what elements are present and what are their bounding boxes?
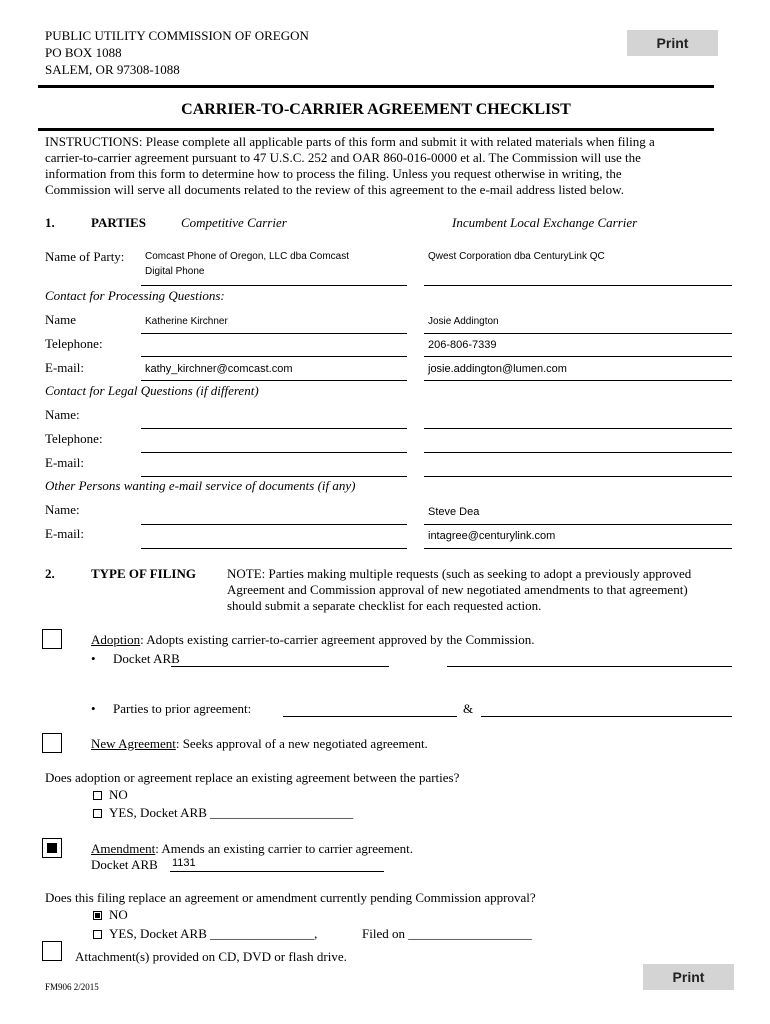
replace-yes-option[interactable]: [93, 805, 353, 820]
processing-email-label: E-mail:: [45, 360, 84, 375]
docket-arb-bullet: •: [91, 651, 96, 666]
legal-phone-1-underline: [141, 452, 407, 453]
processing-telephone-label: Telephone:: [45, 336, 103, 351]
org-city: SALEM, OR 97308-1088: [45, 62, 180, 77]
org-address: PO BOX 1088: [45, 45, 122, 60]
replace-question: Does adoption or agreement replace an existing agreement between the parties?: [45, 770, 460, 785]
adoption-description: : Adopts existing carrier-to-carrier agreement approved by the Commission.: [140, 632, 535, 647]
processing-name-1-field[interactable]: Katherine Kirchner: [145, 316, 228, 327]
prior-party-2-field[interactable]: [481, 699, 732, 715]
legal-name-1-field[interactable]: [141, 408, 407, 426]
legal-telephone-label: Telephone:: [45, 431, 103, 446]
instructions-line-4: Commission will serve all documents related to the review of this agreement to the e-mail address listed below.: [45, 182, 624, 197]
section-2-heading: TYPE OF FILING: [91, 566, 196, 581]
replace-yes-label: YES, Docket ARB ______________________: [109, 805, 354, 820]
amendment-docket-label: Docket ARB: [91, 857, 158, 872]
legal-name-2-underline: [424, 428, 732, 429]
contact-processing-label: Contact for Processing Questions:: [45, 288, 225, 303]
section-1-heading: PARTIES: [91, 215, 146, 230]
processing-name-label: Name: [45, 312, 77, 327]
prior-party-2-underline: [481, 716, 732, 717]
filing-note-line-2: Agreement and Commission approval of new negotiated amendments to that agreement): [227, 582, 688, 597]
print-button-bottom[interactable]: Print: [643, 964, 734, 990]
filing-note-line-1: NOTE: Parties making multiple requests (such as seeking to adopt a previously approved: [227, 566, 692, 581]
adoption-option: [91, 632, 534, 647]
party-1-name-field[interactable]: [141, 248, 407, 284]
legal-email-label: E-mail:: [45, 455, 84, 470]
instructions-line-3: information from this form to determine how to process the filing. Unless you request otherwise in writing, the: [45, 166, 622, 181]
adoption-docket-2-underline: [447, 666, 732, 667]
pending-no-option[interactable]: [93, 907, 128, 922]
amendment-checkbox[interactable]: [42, 838, 62, 858]
section-2-number: 2.: [45, 566, 55, 581]
adoption-docket-1-field[interactable]: [171, 649, 389, 665]
processing-phone-1-underline: [141, 356, 407, 357]
filing-note-line-3: should submit a separate checklist for each requested action.: [227, 598, 542, 613]
party-1-name-line-1: Comcast Phone of Oregon, LLC dba Comcast: [145, 251, 349, 262]
incumbent-carrier-heading: Incumbent Local Exchange Carrier: [452, 215, 638, 230]
adoption-title: Adoption: [91, 632, 141, 647]
amendment-option: [91, 841, 413, 856]
other-email-2-underline: [424, 548, 732, 549]
legal-name-label: Name:: [45, 407, 80, 422]
party-2-underline: [424, 285, 732, 286]
party-1-underline: [141, 285, 407, 286]
replace-yes-checkbox[interactable]: [93, 809, 102, 818]
new-agreement-description: : Seeks approval of a new negotiated agreement.: [175, 736, 428, 751]
new-agreement-option: [91, 736, 428, 751]
processing-phone-2-underline: [424, 356, 732, 357]
ampersand: &: [463, 701, 474, 716]
other-name-1-underline: [141, 524, 407, 525]
processing-email-1-underline: [141, 380, 407, 381]
contact-legal-label: Contact for Legal Questions (if different): [45, 383, 259, 398]
legal-phone-2-field[interactable]: [424, 432, 732, 450]
legal-phone-2-underline: [424, 452, 732, 453]
amendment-description: : Amends an existing carrier to carrier agreement.: [155, 841, 413, 856]
processing-phone-2-field[interactable]: 206-806-7339: [428, 339, 497, 351]
pending-question: Does this filing replace an agreement or amendment currently pending Commission approval?: [45, 890, 536, 905]
processing-email-2-underline: [424, 380, 732, 381]
pending-yes-checkbox[interactable]: [93, 930, 102, 939]
amendment-title: Amendment: [91, 841, 156, 856]
instructions-line-1: INSTRUCTIONS: Please complete all applicable parts of this form and submit it with related materials when filing a: [45, 134, 655, 149]
amendment-docket-underline: [170, 871, 384, 872]
party-1-name-line-2: Digital Phone: [145, 266, 205, 277]
new-agreement-checkbox[interactable]: [42, 733, 62, 753]
filed-on-label: Filed on ___________________: [362, 926, 532, 941]
processing-name-2-underline: [424, 333, 732, 334]
title-divider: [38, 128, 714, 131]
legal-email-2-field[interactable]: [424, 456, 732, 474]
other-persons-label: Other Persons wanting e-mail service of documents (if any): [45, 478, 356, 493]
other-name-1-field[interactable]: [141, 504, 407, 522]
attachment-checkbox[interactable]: [42, 941, 62, 961]
legal-email-2-underline: [424, 476, 732, 477]
name-of-party-label: Name of Party:: [45, 249, 125, 264]
processing-name-2-field[interactable]: Josie Addington: [428, 316, 499, 327]
other-name-2-underline: [424, 524, 732, 525]
prior-party-1-underline: [283, 716, 457, 717]
section-1-number: 1.: [45, 215, 55, 230]
docket-arb-label: Docket ARB: [113, 651, 180, 666]
legal-email-1-underline: [141, 476, 407, 477]
other-name-2-field[interactable]: Steve Dea: [428, 506, 480, 518]
amendment-docket-field[interactable]: 1131: [172, 857, 196, 869]
attachment-label: Attachment(s) provided on CD, DVD or flash drive.: [75, 949, 347, 964]
prior-party-1-field[interactable]: [283, 699, 457, 715]
legal-phone-1-field[interactable]: [141, 432, 407, 450]
replace-no-checkbox[interactable]: [93, 791, 102, 800]
replace-no-option[interactable]: [93, 787, 128, 802]
org-name: PUBLIC UTILITY COMMISSION OF OREGON: [45, 28, 309, 43]
other-email-label: E-mail:: [45, 526, 84, 541]
prior-agreement-label: Parties to prior agreement:: [113, 701, 252, 716]
processing-email-1-field[interactable]: kathy_kirchner@comcast.com: [145, 363, 293, 375]
pending-no-label: NO: [109, 907, 128, 922]
pending-yes-label: YES, Docket ARB ________________,: [109, 926, 318, 941]
processing-name-1-underline: [141, 333, 407, 334]
legal-name-1-underline: [141, 428, 407, 429]
processing-email-2-field[interactable]: josie.addington@lumen.com: [428, 363, 567, 375]
party-2-name-field[interactable]: Qwest Corporation dba CenturyLink QC: [428, 251, 605, 262]
pending-yes-option[interactable]: [93, 926, 317, 941]
adoption-docket-2-field[interactable]: [447, 649, 732, 665]
adoption-docket-1-underline: [171, 666, 389, 667]
prior-agreement-bullet: •: [91, 701, 96, 716]
page-title: CARRIER-TO-CARRIER AGREEMENT CHECKLIST: [181, 101, 571, 118]
other-email-1-field[interactable]: [141, 528, 407, 546]
form-id: FM906 2/2015: [45, 982, 99, 992]
pending-no-checkbox[interactable]: [93, 911, 102, 920]
other-email-2-field[interactable]: intagree@centurylink.com: [428, 530, 556, 542]
legal-email-1-field[interactable]: [141, 456, 407, 474]
new-agreement-title: New Agreement: [91, 736, 176, 751]
instructions-line-2: carrier-to-carrier agreement pursuant to 47 U.S.C. 252 and OAR 860-016-0000 et al. The Commission will use the: [45, 150, 641, 165]
header-divider: [38, 85, 714, 88]
competitive-carrier-heading: Competitive Carrier: [181, 215, 287, 230]
other-name-label: Name:: [45, 502, 80, 517]
legal-name-2-field[interactable]: [424, 408, 732, 426]
other-email-1-underline: [141, 548, 407, 549]
replace-no-label: NO: [109, 787, 128, 802]
print-button-top[interactable]: Print: [627, 30, 718, 56]
adoption-checkbox[interactable]: [42, 629, 62, 649]
